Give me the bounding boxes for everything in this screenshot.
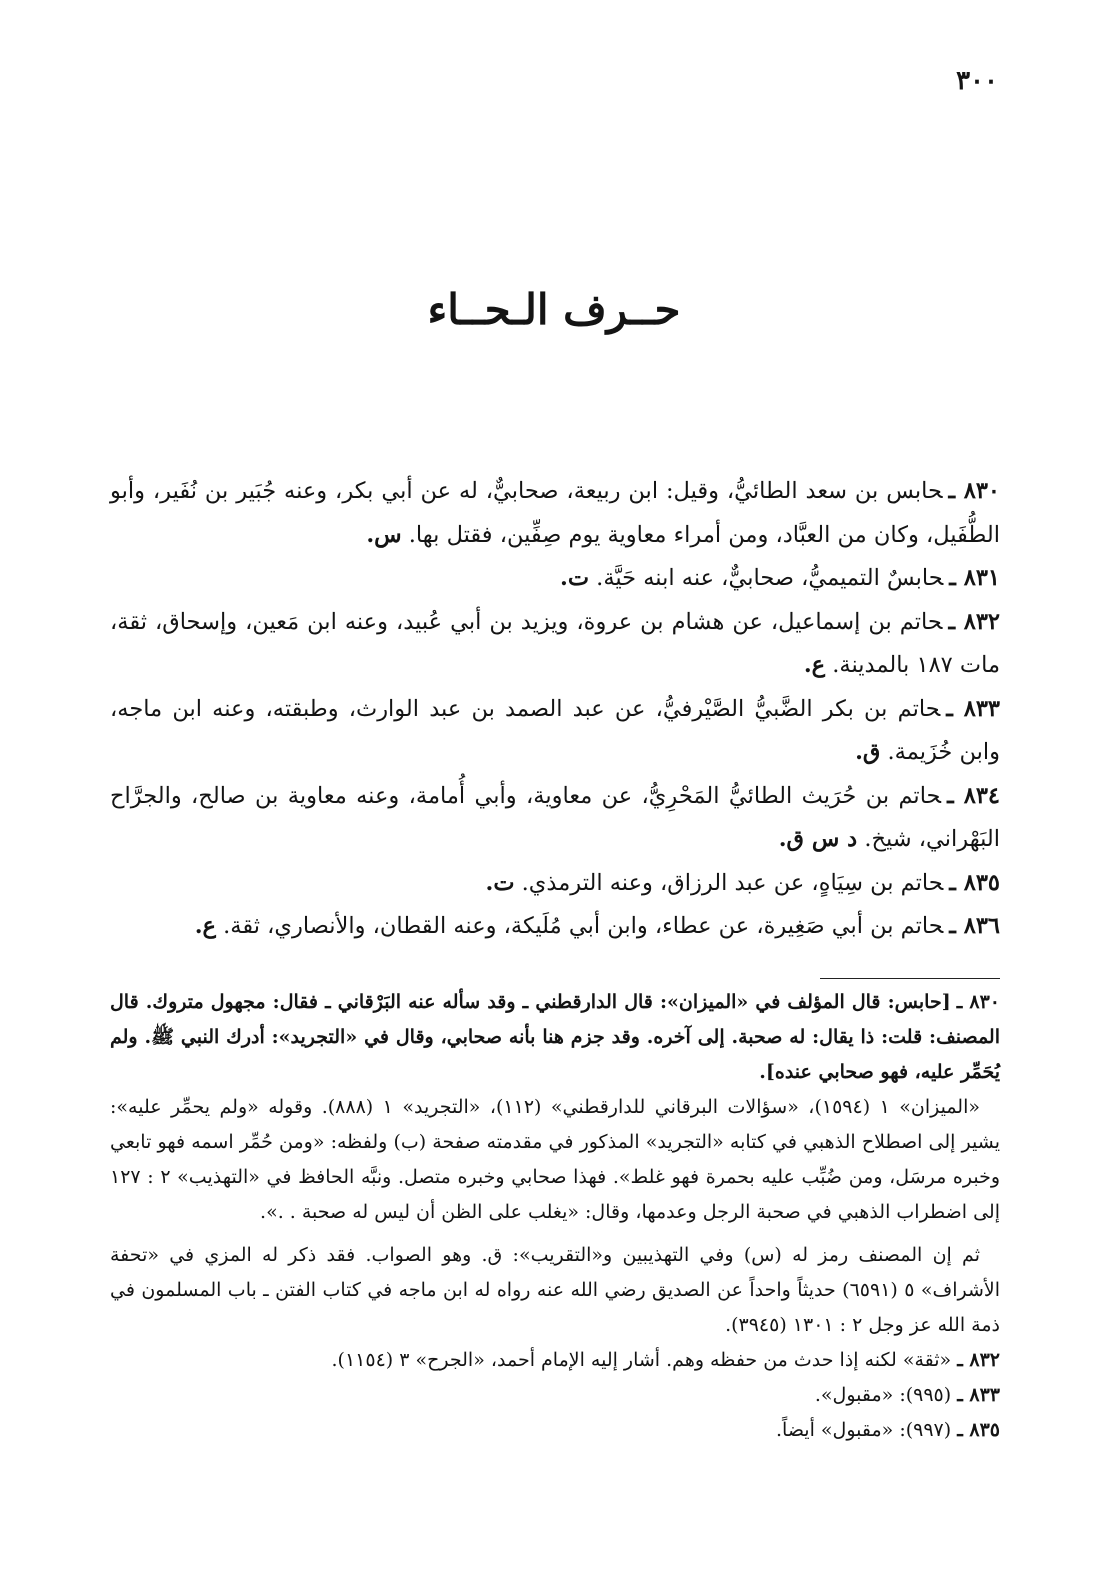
entry-834: ٨٣٤ ـحاتم بن حُرَيث الطائيُّ المَحْرِيُّ، عن معاوية، وأبي أُمامة، وعنه معاوية بن صالح، والجرَّاح البَهْراني، شيخ. د س ق. bbox=[110, 782, 1000, 852]
footnote-830-bold: ٨٣٠ ـ[حابس: قال المؤلف في «الميزان»: قال الدارقطني ـ وقد سأله عنه البَرْقاني ـ فقال: مجهول متروك. قال المصنف: قلت: ذا يقال: له صحبة. إلى آخره. وقد جزم هنا بأنه صحابي، وقال في «التجريد»: أدرك النبي ﷺ. ولم يُحَمِّر عليه، فهو صحابي عنده]. bbox=[110, 991, 1000, 1083]
entry-833: ٨٣٣ ـحاتم بن بكر الضَّبيُّ الصَّيْرفيُّ، عن عبد الصمد بن عبد الوارث، وطبقته، وعنه ابن ماجه، وابن خُزَيمة. ق. bbox=[110, 695, 1000, 765]
entry-835: ٨٣٥ ـحاتم بن سِيَاهٍ، عن عبد الرزاق، وعنه الترمذي. ت. bbox=[485, 869, 1000, 896]
entry-830: ٨٣٠ ـحابس بن سعد الطائيُّ، وقيل: ابن ربيعة، صحابيٌّ، له عن أبي بكر، وعنه جُبَير بن نُفَير، وأبو الطُّفَيل، وكان من العبَّاد، ومن أمراء معاوية يوم صِفِّين، فقتل بها. س. bbox=[110, 478, 1000, 548]
footnote-832: ٨٣٢ ـ«ثقة» لكنه إذا حدث من حفظه وهم. أشار إليه الإمام أحمد، «الجرح» ٣ (١١٥٤). bbox=[331, 1349, 1000, 1371]
footnotes bbox=[110, 985, 1000, 1448]
chapter-title: حــرف الـحــاء bbox=[427, 285, 681, 334]
footnote-830-para2: ثم إن المصنف رمز له (س) وفي التهذيبين و«التقريب»: ق. وهو الصواب. فقد ذكر له المزي في «تحفة الأشراف» ٥ (٦٥٩١) حديثاً واحداً عن الصديق رضي الله عنه رواه له ابن ماجه في كتاب الفتن ـ باب المسلمون في ذمة الله عز وجل ٢ : ١٣٠١ (٣٩٤٥). bbox=[110, 1244, 1001, 1336]
entry-832: ٨٣٢ ـحاتم بن إسماعيل، عن هشام بن عروة، ويزيد بن أبي عُبيد، وعنه ابن مَعين، وإسحاق، ثقة، مات ١٨٧ بالمدينة. ع. bbox=[110, 608, 1000, 678]
footnote-830-text: «الميزان» ١ (١٥٩٤)، «سؤالات البرقاني للدارقطني» (١١٢)، «التجريد» ١ (٨٨٨). وقوله «ولم يحمِّر عليه»: يشير إلى اصطلاح الذهبي في كتابه «التجريد» المذكور في مقدمته صفحة (ب) ولفظه: «ومن حُمِّر اسمه فهو تابعي وخبره مرسَل، ومن ضُبِّب عليه بحمرة فهو غلط». فهذا صحابي وخبره متصل. ونبَّه الحافظ في «التهذيب» ٢ : ١٢٧ إلى اضطراب الذهبي في صحبة الرجل وعدمها، وقال: «يغلب على الظن أن ليس له صحبة . .». bbox=[110, 1096, 1000, 1223]
footnote-835: ٨٣٥ ـ(٩٩٧): «مقبول» أيضاً. bbox=[775, 1419, 1000, 1441]
footnote-divider bbox=[820, 978, 1000, 979]
footnote-833: ٨٣٣ ـ(٩٩٥): «مقبول». bbox=[814, 1384, 1000, 1406]
page-number: ٣٠٠ bbox=[956, 66, 998, 96]
entry-836: ٨٣٦ ـحاتم بن أبي صَغِيرة، عن عطاء، وابن أبي مُلَيكة، وعنه القطان، والأنصاري، ثقة. ع. bbox=[194, 913, 1000, 939]
entries-list bbox=[110, 470, 1000, 949]
entry-831: ٨٣١ ـحابسٌ التميميُّ، صحابيٌّ، عنه ابنه حَيَّة. ت. bbox=[560, 565, 1000, 591]
